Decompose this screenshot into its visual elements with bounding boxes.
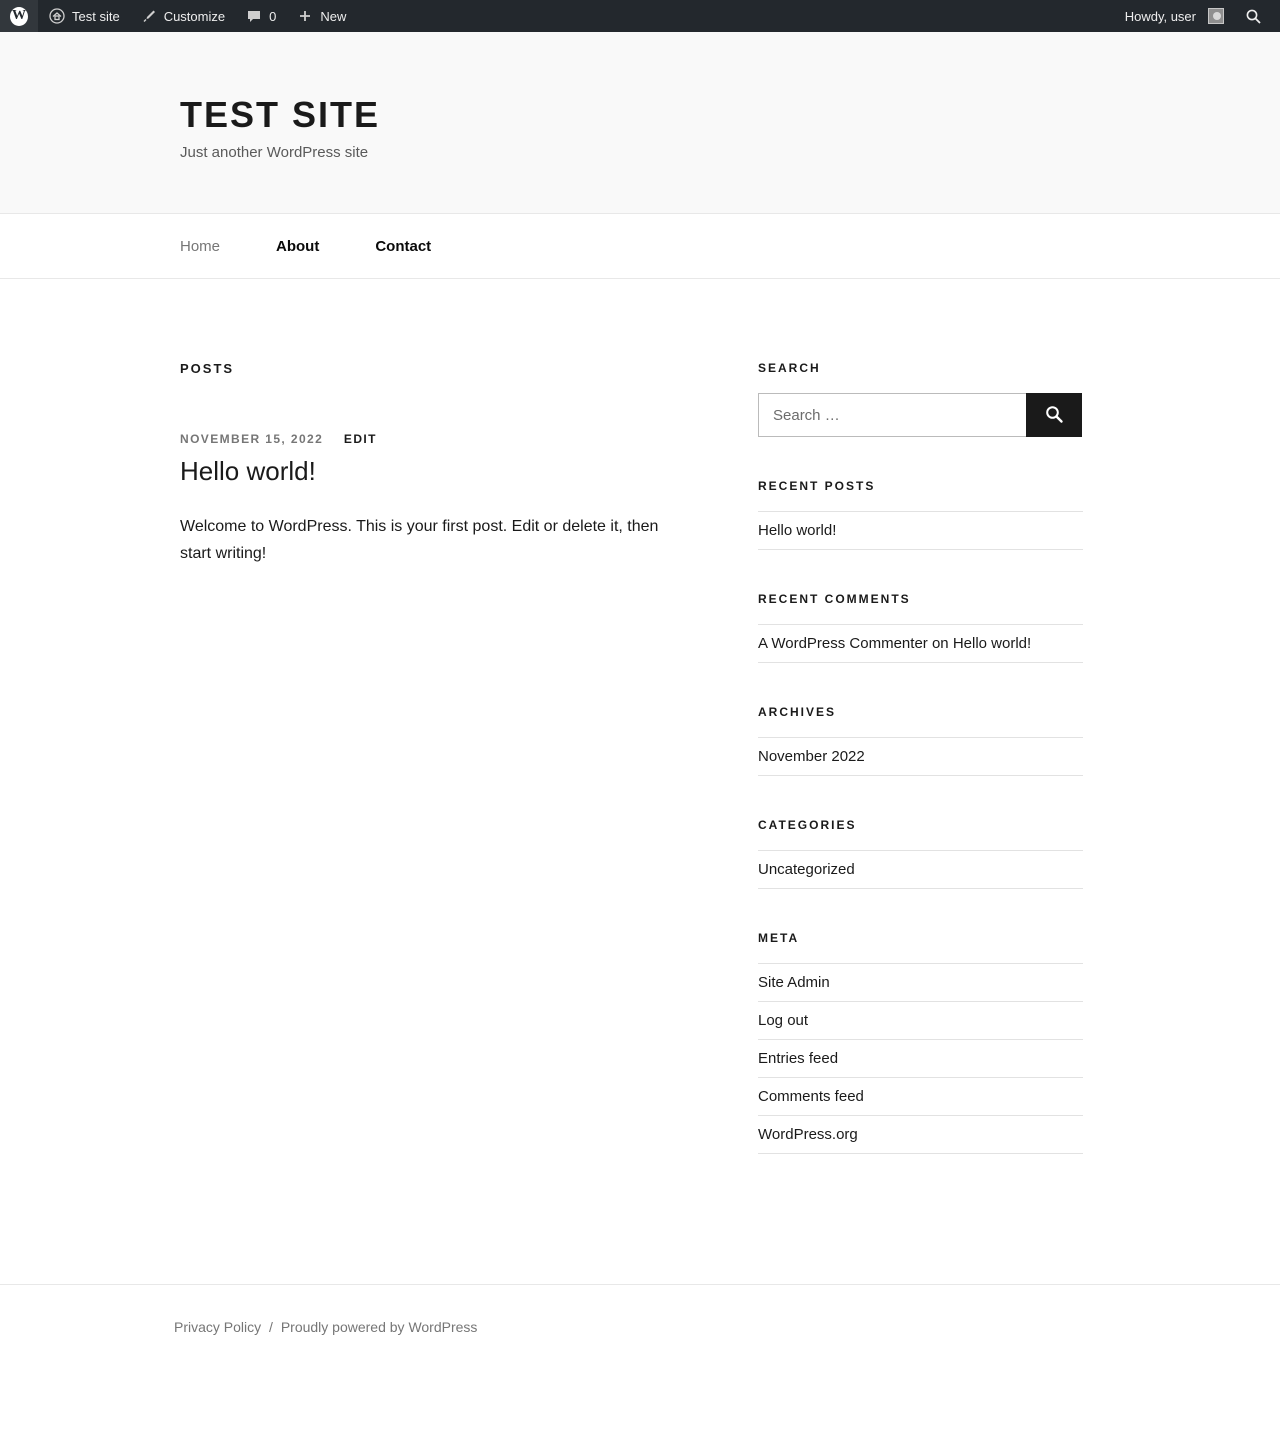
recent-posts-list: [758, 511, 1083, 550]
meta-link-entries-feed[interactable]: Entries feed: [758, 1050, 839, 1067]
category-link[interactable]: Uncategorized: [758, 861, 855, 878]
widget-search-title: SEARCH: [758, 361, 821, 375]
post-edit-link[interactable]: EDIT: [343, 432, 377, 446]
avatar: [1208, 8, 1224, 24]
post-excerpt: Welcome to WordPress. This is your first post. Edit or delete it, then start writing!: [180, 518, 659, 563]
search-input[interactable]: [758, 393, 1026, 437]
post-date[interactable]: NOVEMBER 15, 2022: [180, 432, 324, 446]
admin-bar-site-name-label: Test site: [72, 8, 120, 24]
admin-bar-customize-label: Customize: [163, 8, 226, 24]
site-header: [0, 32, 1280, 214]
widget-categories-title: CATEGORIES: [758, 818, 857, 832]
widget-meta-title: META: [758, 931, 800, 945]
search-icon: [1244, 7, 1262, 25]
list-item: [758, 624, 1083, 663]
widget-archives: [758, 705, 1083, 776]
privacy-policy-link[interactable]: Privacy Policy: [174, 1319, 262, 1335]
wordpress-credit-link[interactable]: Proudly powered by WordPress: [280, 1319, 478, 1335]
admin-bar-howdy-label: Howdy, user: [1124, 8, 1196, 24]
search-icon: [1044, 404, 1064, 427]
admin-bar-right: [1115, 0, 1272, 32]
comment-author-link[interactable]: A WordPress Commenter: [758, 635, 928, 652]
primary-navigation: [0, 214, 1280, 279]
admin-bar-site-name[interactable]: [38, 0, 130, 32]
footer-separator: /: [269, 1319, 273, 1335]
comment-post-link[interactable]: Hello world!: [952, 635, 1032, 652]
admin-bar-left: [0, 0, 356, 32]
post-title[interactable]: Hello world!: [180, 456, 316, 486]
comment-separator: on: [931, 635, 949, 652]
widget-archives-title: ARCHIVES: [758, 705, 837, 719]
widget-recent-posts: [758, 479, 1083, 550]
widget-recent-comments: [758, 592, 1083, 663]
list-item: [758, 1040, 1083, 1078]
meta-link-log-out[interactable]: Log out: [758, 1012, 809, 1029]
post-meta: [180, 432, 758, 446]
recent-comments-list: [758, 624, 1083, 663]
list-item: [758, 1078, 1083, 1116]
admin-bar-my-account[interactable]: [1115, 0, 1234, 32]
categories-list: [758, 850, 1083, 889]
list-item: [758, 511, 1083, 550]
admin-bar-new-label: New: [320, 8, 347, 24]
admin-bar: [0, 0, 1280, 32]
main-content: [180, 361, 758, 1196]
meta-list: [758, 963, 1083, 1154]
widget-categories: [758, 818, 1083, 889]
site-description: Just another WordPress site: [180, 144, 369, 161]
search-submit-button[interactable]: [1026, 393, 1082, 437]
plus-icon: [296, 7, 314, 25]
list-item: [758, 737, 1083, 776]
comment-bubble-icon: [245, 7, 263, 25]
page-title: POSTS: [180, 361, 235, 376]
nav-item-about[interactable]: About: [276, 238, 320, 255]
archive-link[interactable]: November 2022: [758, 748, 865, 765]
widget-search: [758, 361, 1083, 437]
nav-item-home[interactable]: Home: [180, 238, 221, 255]
admin-bar-customize[interactable]: [130, 0, 235, 32]
admin-bar-search-button[interactable]: [1234, 0, 1272, 32]
meta-link-site-admin[interactable]: Site Admin: [758, 974, 830, 991]
content-area: [90, 279, 1190, 1196]
dashboard-house-icon: [48, 7, 66, 25]
nav-item-contact[interactable]: Contact: [375, 238, 432, 255]
list-item: [758, 1002, 1083, 1040]
site-footer: [0, 1284, 1280, 1369]
list-item: [758, 850, 1083, 889]
meta-link-wordpress-org[interactable]: WordPress.org: [758, 1126, 858, 1143]
widget-recent-posts-title: RECENT POSTS: [758, 479, 876, 493]
admin-bar-comments-count: 0: [269, 8, 277, 24]
admin-bar-comments[interactable]: [235, 0, 286, 32]
admin-bar-new[interactable]: [286, 0, 356, 32]
site-header-inner: [90, 94, 1190, 161]
archives-list: [758, 737, 1083, 776]
wordpress-logo-icon: W: [10, 7, 28, 25]
site-footer-inner: [90, 1319, 1190, 1335]
post-article: [180, 432, 758, 567]
list-item: [758, 963, 1083, 1002]
widget-meta: [758, 931, 1083, 1154]
recent-post-link[interactable]: Hello world!: [758, 522, 837, 539]
paintbrush-icon: [140, 7, 158, 25]
meta-link-comments-feed[interactable]: Comments feed: [758, 1088, 864, 1105]
widget-recent-comments-title: RECENT COMMENTS: [758, 592, 911, 606]
search-form: [758, 393, 1082, 437]
site-title[interactable]: TEST SITE: [180, 94, 381, 135]
sidebar: [758, 361, 1083, 1196]
post-content: [180, 513, 758, 567]
primary-navigation-inner: [90, 214, 1190, 279]
list-item: [758, 1116, 1083, 1154]
admin-bar-wp-logo[interactable]: [0, 0, 38, 32]
